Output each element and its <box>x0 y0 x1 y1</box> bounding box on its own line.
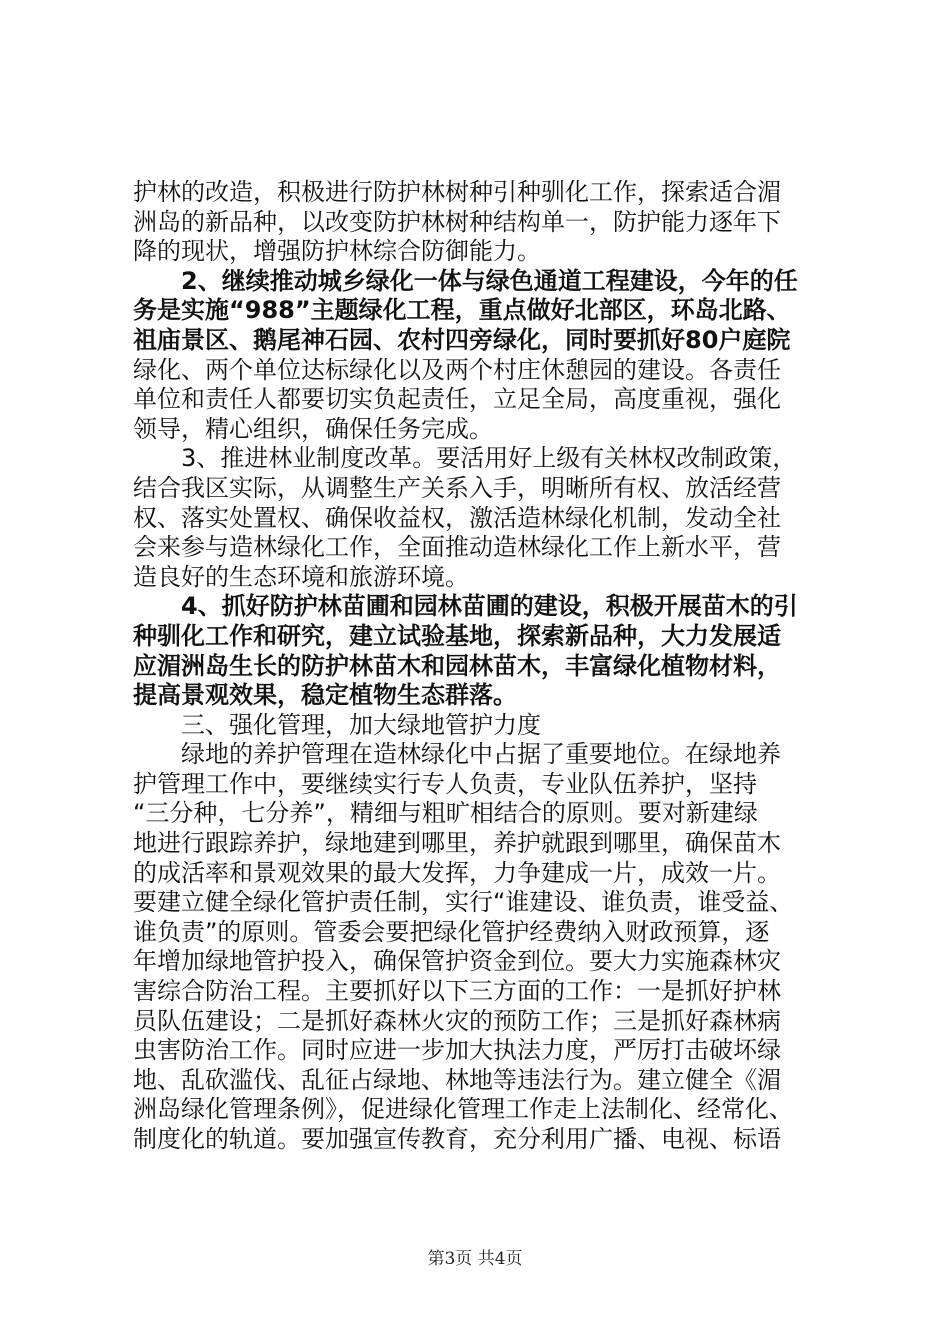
text-line: 结合我区实际，从调整生产关系入手，明晰所有权、放活经营 <box>133 473 781 502</box>
text-line: 提高景观效果，稳定植物生态群落。 <box>133 681 517 710</box>
document-body <box>133 178 833 1155</box>
text-line: 虫害防治工作。同时应进一步加大执法力度，严厉打击破坏绿 <box>133 1036 781 1065</box>
text-line: 谁负责”的原则。管委会要把绿化管护经费纳入财政预算，逐 <box>133 917 770 946</box>
text-line: 护林的改造，积极进行防护林树种引种驯化工作，探索适合湄 <box>133 178 781 206</box>
text-line: 年增加绿地管护投入，确保管护资金到位。要大力实施森林灾 <box>133 947 781 976</box>
text-line: 4、抓好防护林苗圃和园林苗圃的建设，积极开展苗木的引 <box>181 592 798 621</box>
text-line: 洲岛绿化管理条例》，促进绿化管理工作走上法制化、经常化、 <box>133 1095 793 1124</box>
section-heading: 三、强化管理，加大绿地管护力度 <box>181 710 541 739</box>
text-line: 护管理工作中，要继续实行专人负责，专业队伍养护，坚持 <box>133 769 757 798</box>
text-line: 绿化、两个单位达标绿化以及两个村庄休憩园的建设。各责任 <box>133 355 781 384</box>
text-line: 单位和责任人都要切实负起责任，立足全局，高度重视，强化 <box>133 385 781 414</box>
text-line: 的成活率和景观效果的最大发挥，力争建成一片，成效一片。 <box>133 858 781 887</box>
text-line: 祖庙景区、鹅尾神石园、农村四旁绿化，同时要抓好80户庭院 <box>133 325 791 354</box>
text-line: 权、落实处置权、确保收益权，激活造林绿化机制，发动全社 <box>133 503 781 532</box>
text-line: “三分种，七分养”，精细与粗旷相结合的原则。要对新建绿 <box>133 799 758 828</box>
text-line: 3、推进林业制度改革。要活用好上级有关林权改制政策， <box>181 444 797 473</box>
text-line: 害综合防治工程。主要抓好以下三方面的工作：一是抓好护林 <box>133 977 781 1006</box>
page-number: 第3页 共4页 <box>427 1249 523 1269</box>
text-line: 造良好的生态环境和旅游环境。 <box>133 562 469 591</box>
text-line: 要建立健全绿化管护责任制，实行“谁建设、谁负责，谁受益、 <box>133 888 794 917</box>
text-line: 地进行跟踪养护，绿地建到哪里，养护就跟到哪里，确保苗木 <box>133 829 781 858</box>
text-line: 会来参与造林绿化工作，全面推动造林绿化工作上新水平，营 <box>133 533 781 562</box>
text-line: 地、乱砍滥伐、乱征占绿地、林地等违法行为。建立健全《湄 <box>133 1065 781 1094</box>
text-line: 洲岛的新品种，以改变防护林树种结构单一，防护能力逐年下 <box>133 207 781 236</box>
text-line: 制度化的轨道。要加强宣传教育，充分利用广播、电视、标语 <box>133 1125 781 1153</box>
text-line: 绿地的养护管理在造林绿化中占据了重要地位。在绿地养 <box>181 740 781 769</box>
text-line: 降的现状，增强防护林综合防御能力。 <box>133 237 541 266</box>
text-line: 应湄洲岛生长的防护林苗木和园林苗木，丰富绿化植物材料， <box>133 651 781 680</box>
text-line: 务是实施“988”主题绿化工程，重点做好北部区，环岛北路、 <box>133 296 791 325</box>
text-line: 种驯化工作和研究，建立试验基地，探索新品种，大力发展适 <box>133 621 781 650</box>
text-line: 领导，精心组织，确保任务完成。 <box>133 414 493 443</box>
text-line: 2、继续推动城乡绿化一体与绿色通道工程建设，今年的任 <box>181 266 798 295</box>
text-line: 员队伍建设；二是抓好森林火灾的预防工作；三是抓好森林病 <box>133 1006 781 1035</box>
